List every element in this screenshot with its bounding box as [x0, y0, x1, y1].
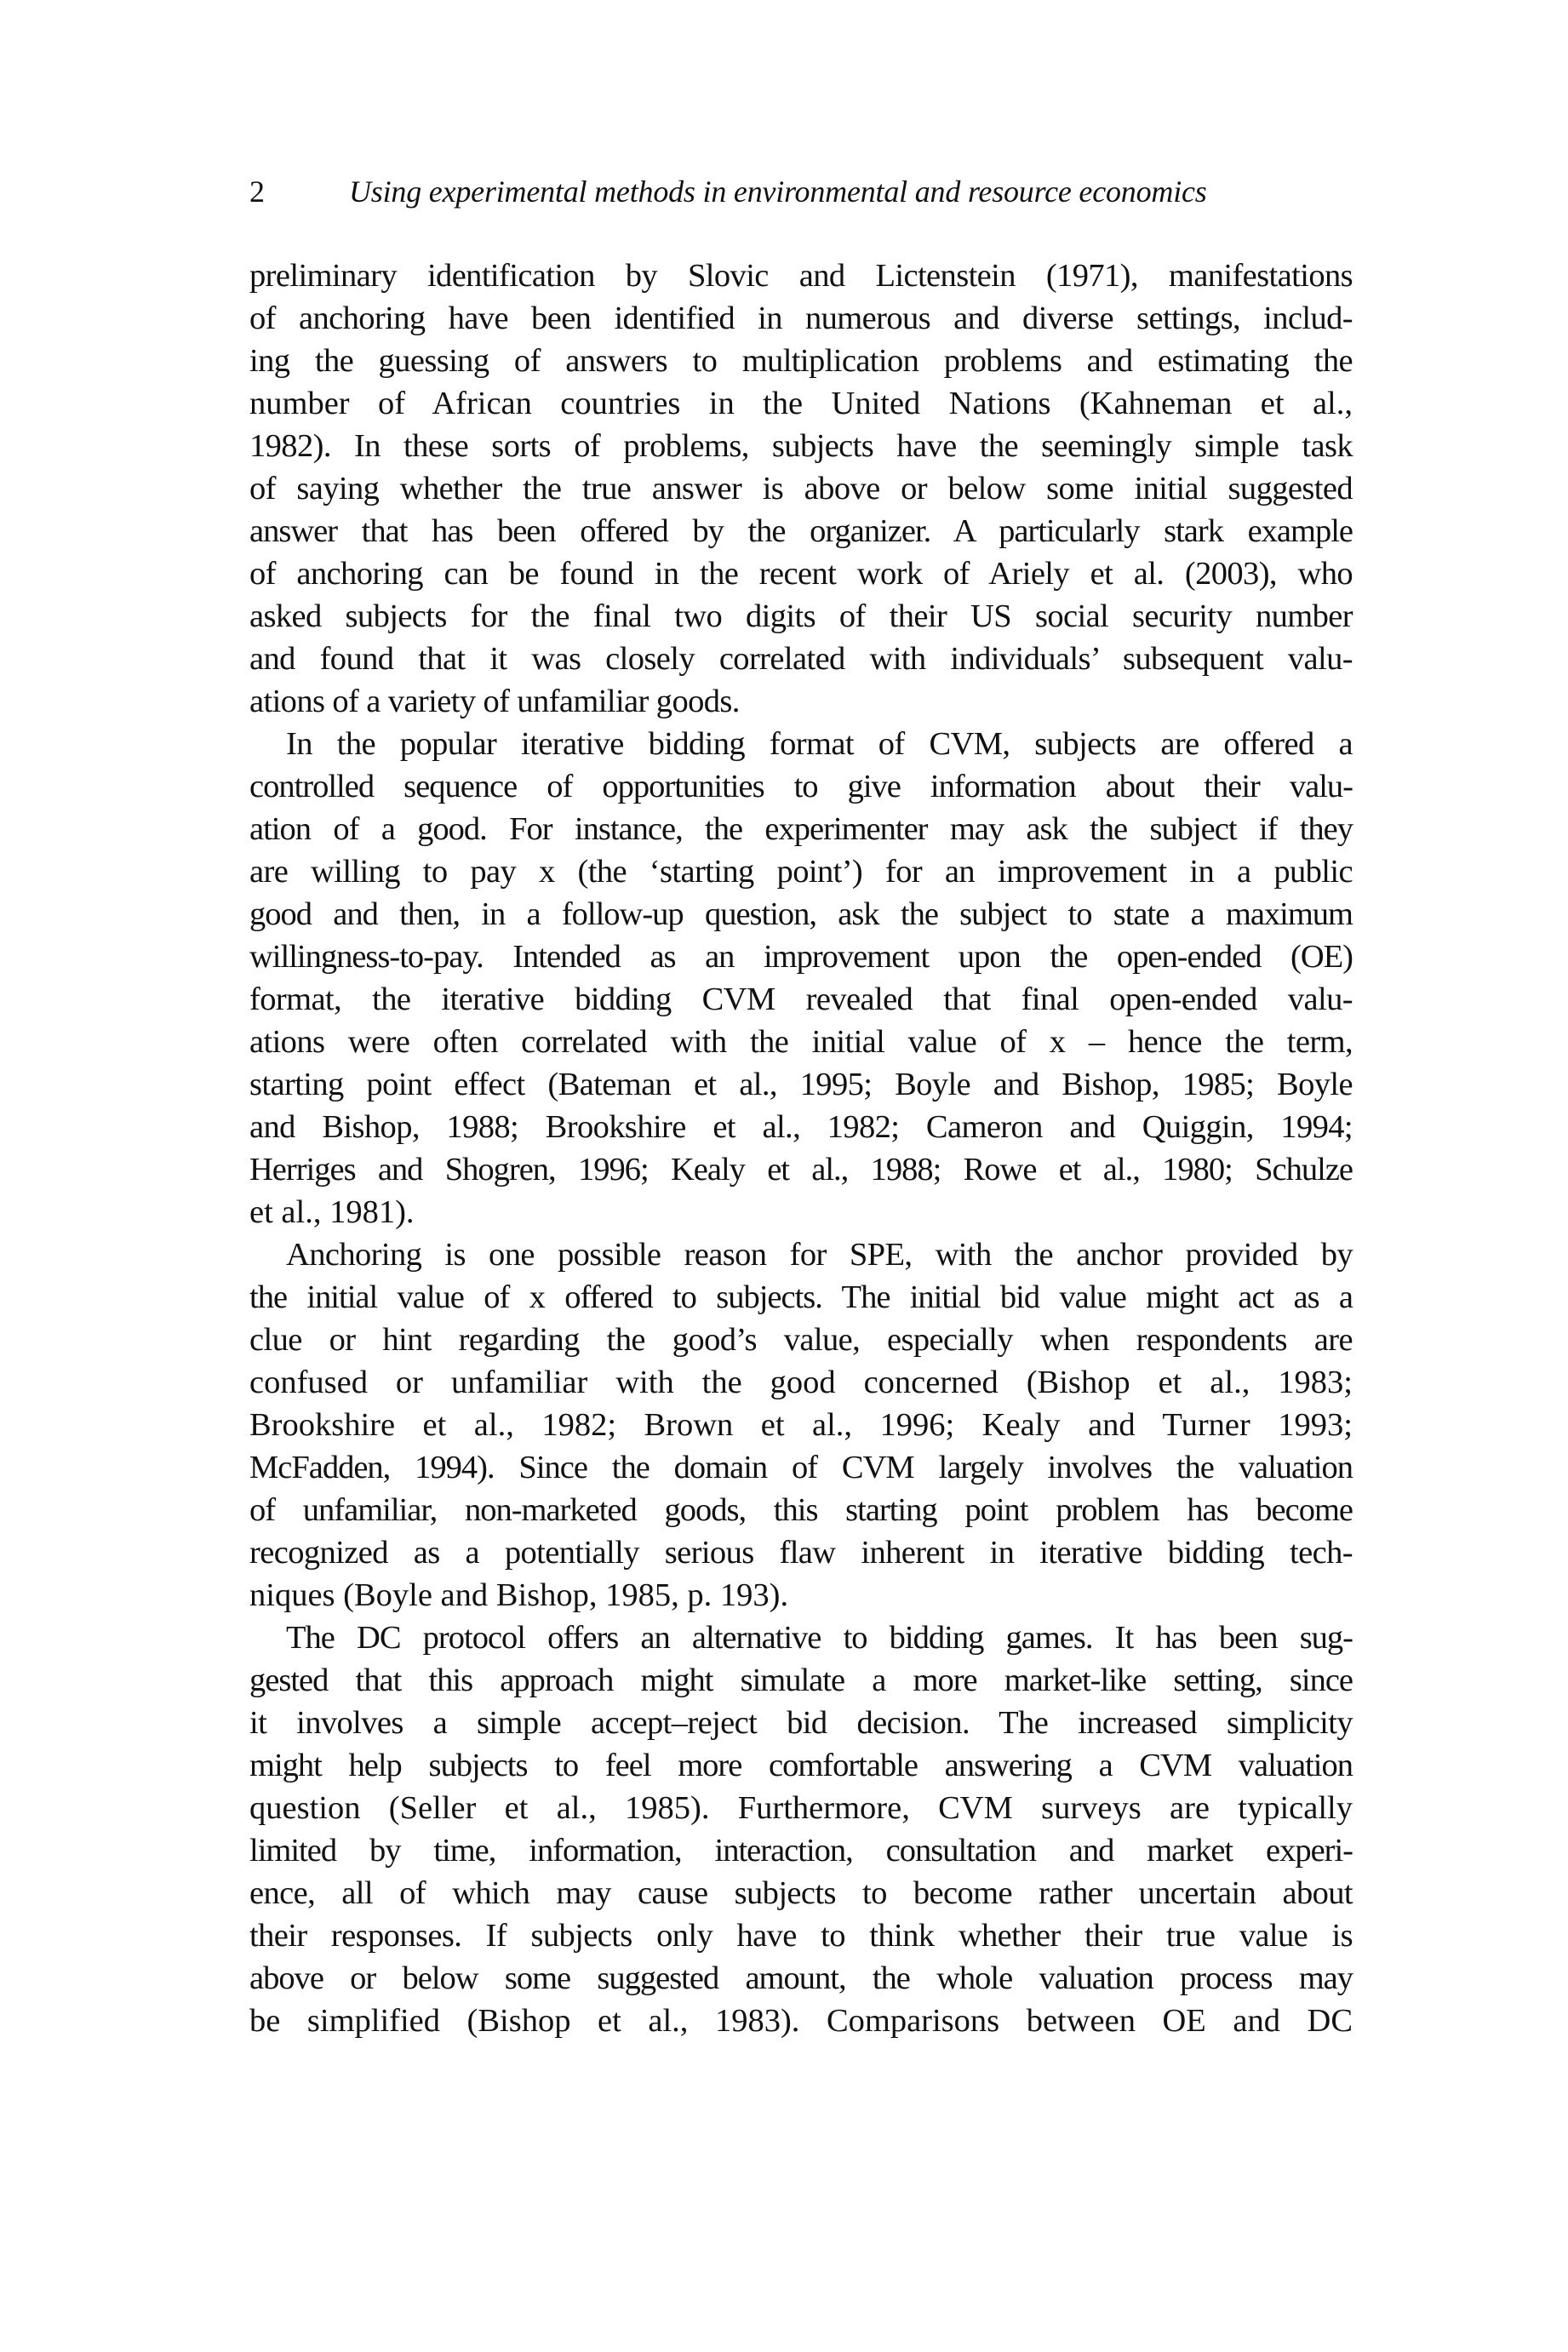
text-line: be simplified (Bishop et al., 1983). Comparisons between OE and DC — [249, 2003, 1353, 2039]
text-line: ations were often correlated with the initial value of x – hence the term, — [249, 1024, 1353, 1060]
text-line: question (Seller et al., 1985). Furthermore, CVM surveys are typically — [249, 1790, 1353, 1826]
text-line: it involves a simple accept–reject bid decision. The increased simplicity — [249, 1705, 1353, 1741]
text-line: of saying whether the true answer is above or below some initial suggested — [249, 471, 1353, 506]
text-line: preliminary identification by Slovic and Lictenstein (1971), manifestations — [249, 258, 1353, 294]
running-title: Using experimental methods in environmental and resource economics — [349, 175, 1207, 209]
text-line: niques (Boyle and Bishop, 1985, p. 193). — [249, 1577, 789, 1613]
page-number: 2 — [249, 175, 265, 209]
text-line: willingness-to-pay. Intended as an improvement upon the open-ended (OE) — [249, 939, 1353, 975]
text-line: gested that this approach might simulate a more market-like setting, since — [249, 1662, 1353, 1698]
text-line: their responses. If subjects only have to think whether their true value is — [249, 1918, 1353, 1954]
text-line: limited by time, information, interaction, consultation and market experi- — [249, 1833, 1353, 1868]
text-line: Brookshire et al., 1982; Brown et al., 1996; Kealy and Turner 1993; — [249, 1407, 1353, 1443]
text-line: the initial value of x offered to subjects. The initial bid value might act as a — [249, 1279, 1353, 1315]
text-line: of anchoring can be found in the recent work of Ariely et al. (2003), who — [249, 556, 1353, 592]
paragraph — [249, 1617, 1353, 2042]
text-line: Anchoring is one possible reason for SPE, with the anchor provided by — [286, 1237, 1353, 1273]
text-line: confused or unfamiliar with the good concerned (Bishop et al., 1983; — [249, 1365, 1353, 1400]
text-line: McFadden, 1994). Since the domain of CVM largely involves the valuation — [249, 1450, 1353, 1485]
text-line: controlled sequence of opportunities to give information about their valu- — [249, 769, 1353, 804]
text-line: good and then, in a follow-up question, ask the subject to state a maximum — [249, 896, 1353, 932]
text-line: asked subjects for the final two digits of their US social security number — [249, 598, 1353, 634]
text-line: 1982). In these sorts of problems, subjects have the seemingly simple task — [249, 428, 1353, 464]
text-line: The DC protocol offers an alternative to bidding games. It has been sug- — [286, 1620, 1353, 1656]
text-line: starting point effect (Bateman et al., 1995; Boyle and Bishop, 1985; Boyle — [249, 1067, 1353, 1102]
text-line: of anchoring have been identified in numerous and diverse settings, includ- — [249, 300, 1353, 336]
text-line: number of African countries in the United Nations (Kahneman et al., — [249, 386, 1353, 421]
text-line: above or below some suggested amount, the whole valuation process may — [249, 1960, 1353, 1996]
paragraph — [249, 255, 1353, 723]
text-line: clue or hint regarding the good’s value, especially when respondents are — [249, 1322, 1353, 1358]
text-line: are willing to pay x (the ‘starting point’) for an improvement in a public — [249, 854, 1353, 890]
text-line: ence, all of which may cause subjects to become rather uncertain about — [249, 1875, 1353, 1911]
page-header — [249, 170, 1356, 213]
text-line: et al., 1981). — [249, 1194, 415, 1230]
text-line: Herriges and Shogren, 1996; Kealy et al., 1988; Rowe et al., 1980; Schulze — [249, 1152, 1353, 1187]
text-line: ation of a good. For instance, the experimenter may ask the subject if they — [249, 811, 1353, 847]
paragraph — [249, 1233, 1353, 1617]
text-line: and Bishop, 1988; Brookshire et al., 1982; Cameron and Quiggin, 1994; — [249, 1109, 1353, 1145]
text-line: ations of a variety of unfamiliar goods. — [249, 684, 740, 719]
body-text — [249, 255, 1353, 2042]
text-line: format, the iterative bidding CVM revealed that final open-ended valu- — [249, 981, 1353, 1017]
text-line: of unfamiliar, non-marketed goods, this starting point problem has become — [249, 1492, 1353, 1528]
text-line: answer that has been offered by the organizer. A particularly stark example — [249, 513, 1353, 549]
paragraph — [249, 723, 1353, 1233]
text-line: ing the guessing of answers to multiplication problems and estimating the — [249, 343, 1353, 379]
text-line: In the popular iterative bidding format of CVM, subjects are offered a — [286, 726, 1353, 762]
text-line: might help subjects to feel more comfortable answering a CVM valuation — [249, 1748, 1353, 1783]
text-line: and found that it was closely correlated with individuals’ subsequent valu- — [249, 641, 1353, 677]
text-line: recognized as a potentially serious flaw inherent in iterative bidding tech- — [249, 1535, 1353, 1571]
